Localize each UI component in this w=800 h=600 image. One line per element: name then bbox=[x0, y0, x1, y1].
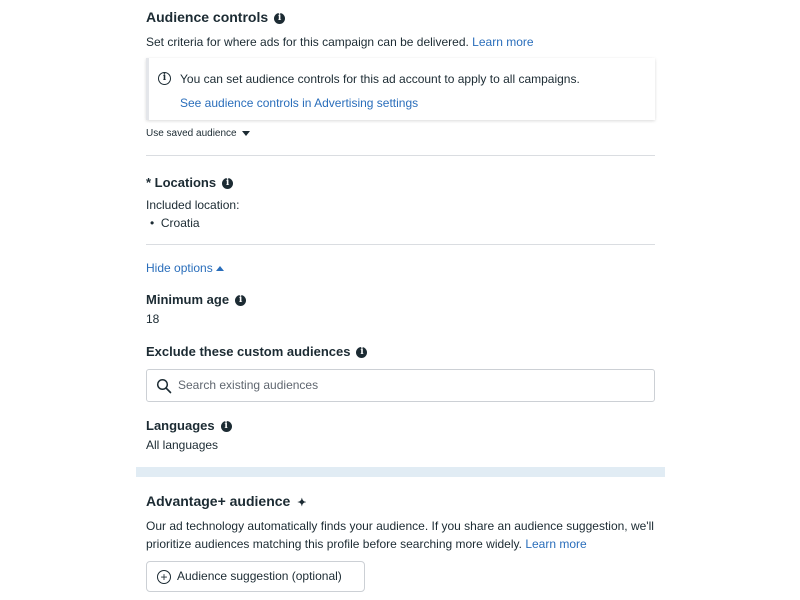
caret-down-icon bbox=[242, 131, 250, 136]
plus-circle-icon: + bbox=[157, 570, 171, 584]
audience-controls-title bbox=[146, 9, 285, 25]
advantage-audience-description bbox=[146, 517, 666, 553]
search-input[interactable] bbox=[178, 376, 638, 394]
hide-options-toggle[interactable] bbox=[146, 261, 224, 275]
exclude-audiences-title bbox=[146, 344, 367, 359]
advantage-audience-title bbox=[146, 493, 306, 509]
info-icon[interactable]: i bbox=[356, 347, 367, 358]
minimum-age-value[interactable]: 18 bbox=[146, 312, 160, 326]
exclude-audiences-title-text: Exclude these custom audiences bbox=[146, 344, 351, 359]
location-item bbox=[150, 216, 200, 230]
hide-options-label: Hide options bbox=[146, 261, 213, 275]
info-icon[interactable]: i bbox=[274, 13, 285, 24]
locations-title bbox=[146, 175, 233, 190]
location-name: Croatia bbox=[160, 216, 200, 230]
notice-text: You can set audience controls for this ad account to apply to all campaigns. bbox=[180, 72, 580, 86]
included-location-label: Included location: bbox=[146, 198, 240, 212]
divider bbox=[146, 155, 655, 156]
languages-title-text: Languages bbox=[146, 418, 215, 433]
sparkle-icon: ✦ bbox=[297, 497, 307, 509]
audience-suggestion-button[interactable] bbox=[146, 561, 365, 592]
info-icon[interactable]: i bbox=[235, 295, 246, 306]
locations-title-text: * Locations bbox=[146, 175, 217, 190]
search-icon bbox=[156, 378, 172, 394]
info-icon[interactable]: i bbox=[222, 178, 233, 189]
audience-suggestion-label: Audience suggestion (optional) bbox=[177, 569, 342, 584]
languages-title bbox=[146, 418, 232, 433]
advantage-learn-more-link[interactable]: Learn more bbox=[525, 537, 587, 551]
section-separator bbox=[136, 467, 665, 477]
advantage-description-text: Our ad technology automatically finds your audience. If you share an audience suggestion, we'll prioritize audiences matching this profile before searching more widely. bbox=[146, 519, 654, 551]
minimum-age-title bbox=[146, 292, 246, 307]
languages-value[interactable]: All languages bbox=[146, 438, 219, 452]
audience-controls-description-text: Set criteria for where ads for this campaign can be delivered. bbox=[146, 35, 469, 49]
bullet-icon: • bbox=[150, 216, 161, 230]
caret-up-icon bbox=[216, 266, 224, 271]
divider bbox=[146, 244, 655, 245]
use-saved-audience-label: Use saved audience bbox=[146, 128, 237, 139]
audience-controls-notice bbox=[146, 58, 655, 120]
advantage-audience-title-text: Advantage+ audience bbox=[146, 493, 291, 509]
minimum-age-title-text: Minimum age bbox=[146, 292, 230, 307]
info-icon[interactable]: i bbox=[221, 421, 232, 432]
advertising-settings-link[interactable]: See audience controls in Advertising settings bbox=[180, 96, 419, 110]
audience-controls-description bbox=[146, 35, 534, 49]
info-outline-icon: i bbox=[158, 72, 171, 85]
learn-more-link[interactable]: Learn more bbox=[472, 35, 534, 49]
use-saved-audience-dropdown[interactable] bbox=[146, 128, 250, 139]
audience-controls-title-text: Audience controls bbox=[146, 9, 269, 25]
